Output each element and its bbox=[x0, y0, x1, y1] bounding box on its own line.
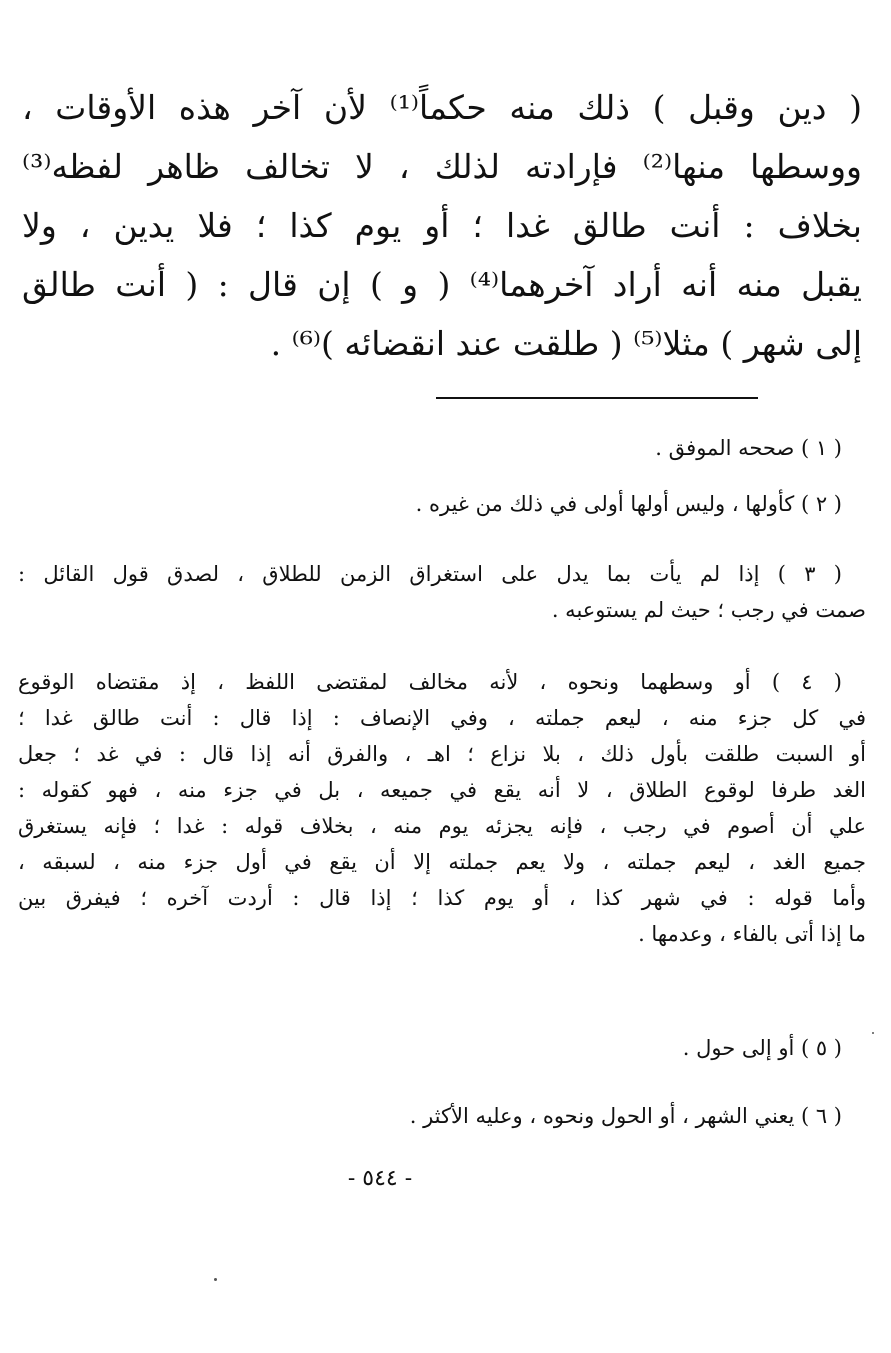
footnote-line: ( ١ ) صححه الموفق . bbox=[655, 436, 842, 460]
footnote-6 bbox=[18, 1098, 866, 1134]
footnote-5 bbox=[18, 1030, 866, 1066]
main-text-line: ووسطها منها⁽²⁾ فإرادته لذلك ، لا تخالف ظاهر لفظه⁽³⁾ bbox=[22, 147, 862, 186]
footnote-line: وأما قوله : في شهر كذا ، أو يوم كذا ؛ إذا قال : أردت آخره ؛ فيفرق بين bbox=[18, 886, 866, 910]
footnote-4 bbox=[18, 664, 866, 952]
footnote-line: ( ٣ ) إذا لم يأت بما يدل على استغراق الزمن للطلاق ، لصدق قول القائل : bbox=[18, 562, 842, 586]
main-text-line: يقبل منه أنه أراد آخرهما⁽⁴⁾ ( و ) إن قال : ( أنت طالق bbox=[22, 265, 862, 304]
page-number: - ٥٤٤ - bbox=[347, 1166, 413, 1191]
footnote-line: في كل جزء منه ، ليعم جملته ، وفي الإنصاف : إذا قال : أنت طالق غدا ؛ bbox=[18, 706, 866, 730]
main-text-line: بخلاف : أنت طالق غدا ؛ أو يوم كذا ؛ فلا يدين ، ولا bbox=[22, 206, 862, 245]
footnote-line: ما إذا أتى بالفاء ، وعدمها . bbox=[638, 922, 866, 946]
footnote-1 bbox=[18, 430, 866, 466]
footnote-line: ( ٤ ) أو وسطهما ونحوه ، لأنه مخالف لمقتضى اللفظ ، إذ مقتضاه الوقوع bbox=[18, 670, 842, 694]
main-text-line: إلى شهر ) مثلا⁽⁵⁾ ( طلقت عند انقضائه )⁽⁶⁾ . bbox=[270, 324, 862, 363]
scan-speck bbox=[214, 1278, 217, 1281]
main-text-line: ( دين وقبل ) ذلك منه حكماً⁽¹⁾ لأن آخر هذه الأوقات ، bbox=[22, 88, 862, 127]
footnote-3 bbox=[18, 556, 866, 628]
footnote-line: ( ٥ ) أو إلى حول . bbox=[682, 1036, 842, 1060]
footnote-2 bbox=[18, 486, 866, 522]
footnote-line: علي أن أصوم في رجب ، فإنه يجزئه يوم منه ، بخلاف قوله : غدا ؛ فإنه يستغرق bbox=[18, 814, 866, 838]
footnote-line: ( ٢ ) كأولها ، وليس أولها أولى في ذلك من غيره . bbox=[415, 492, 842, 516]
footnote-line: الغد طرفا لوقوع الطلاق ، لا أنه يقع في جميعه ، بل في جزء منه ، فهو كقوله : bbox=[18, 778, 866, 802]
footnote-line: جميع الغد ، ليعم جملته ، ولا يعم جملته إلا أن يقع في أول جزء منه ، لسبقه ، bbox=[18, 850, 866, 874]
scan-speck bbox=[872, 1032, 874, 1034]
footnote-line: أو السبت طلقت بأول ذلك ، بلا نزاع ؛ اهـ ، والفرق أنه إذا قال : في غد ؛ جعل bbox=[18, 742, 866, 766]
main-text-block bbox=[22, 78, 862, 373]
footnote-separator bbox=[436, 397, 758, 399]
footnote-line: ( ٦ ) يعني الشهر ، أو الحول ونحوه ، وعليه الأكثر . bbox=[409, 1104, 842, 1128]
footnote-line: صمت في رجب ؛ حيث لم يستوعبه . bbox=[551, 598, 866, 622]
